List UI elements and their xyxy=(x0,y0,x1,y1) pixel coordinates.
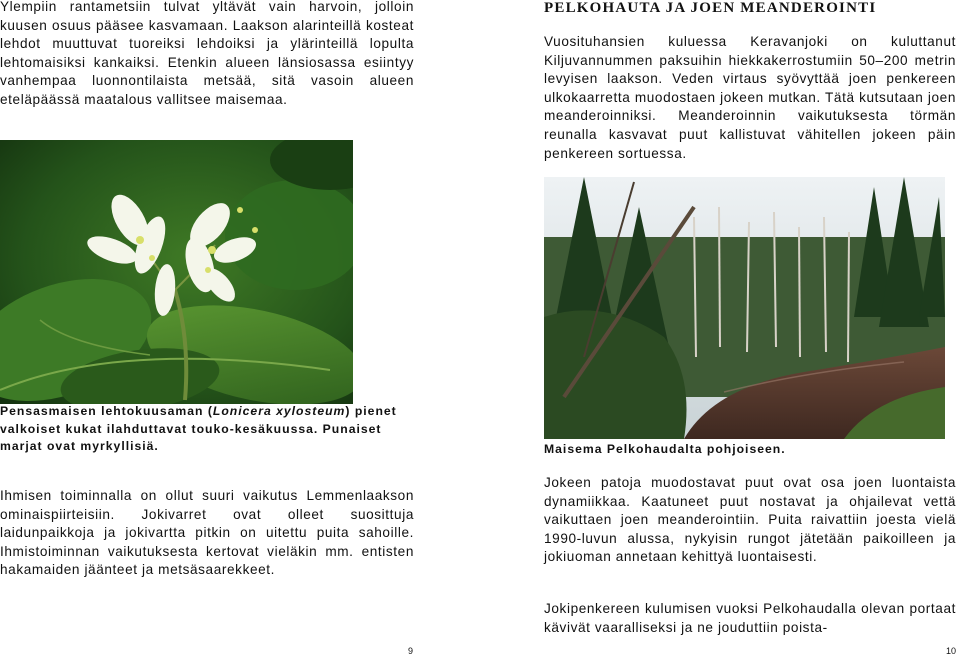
section-heading: PELKOHAUTA JA JOEN MEANDEROINTI xyxy=(544,0,877,16)
left-body-text: Ihmisen toiminnalla on ollut suuri vaikutus Lemmenlaakson ominaispiirteisiin. Jokivarret ovat olleet suosittuja laidunpaikkoja ja jokivartta pitkin on uitettu puita sahoille. Ihmistoiminnan vaikutuksesta kertovat vieläkin mm. entisten hakamaiden jäänteet ja metsäsaarekkeet. xyxy=(0,488,414,578)
honeysuckle-image xyxy=(0,140,353,404)
river-landscape-image xyxy=(544,177,945,439)
left-intro-text: Ylempiin rantametsiin tulvat yltävät vain harvoin, jolloin kuusen osuus pääsee kasvamaan. Laakson alarinteillä kosteat lehdot muuttuvat tuoreiksi lehdoiksi ja ylärinteillä lopulta lehtomaisiksi kankaiksi. Etenkin alueen länsiosassa esiintyy vanhempaa luonnontilaista metsää, sitä vasoin alueen eteläpäässä maatalous vallitsee maisemaa. xyxy=(0,0,414,107)
page-number-right: 10 xyxy=(946,646,957,656)
latin-name: Lonicera xylosteum xyxy=(212,404,346,418)
landscape-caption: Maisema Pelkohaudalta pohjoiseen. xyxy=(544,442,786,456)
river-landscape-photo xyxy=(544,177,945,439)
honeysuckle-photo xyxy=(0,140,353,404)
page-number-left: 9 xyxy=(408,646,414,656)
honeysuckle-caption: Pensasmaisen lehtokuusaman (Lonicera xylosteum) pienet valkoiset kukat ilahduttavat touko-kesäkuussa. Punaiset marjat ovat myrkyllisiä. xyxy=(0,404,397,453)
right-intro-text: Vuosituhansien kuluessa Keravanjoki on kuluttanut Kiljuvannummen paksuihin hiekkakerrostumiin 50–200 metrin levyisen laakson. Veden virtaus syövyttää joen penkereen ulkokaarretta muodostaen jokeen mutkan. Tätä kutsutaan joen meanderoinniksi. Meanderoinnin vaikutuksesta törmän reunalla kasvavat puut kallistuvat vähitellen jokeen päin penkereen sortuessa. xyxy=(544,34,956,161)
right-body-text-1: Jokeen patoja muodostavat puut ovat osa joen luontaista dynamiikkaa. Kaatuneet puut nostavat ja ohjailevat vettä vaikuttaen joen meanderointiin. Puita raivattiin joesta vielä 1990-luvun alussa, nykyisin rungot jätetään paikoilleen ja jokiuoman annetaan kehittyä luontaisesti. xyxy=(544,475,956,565)
right-body-text-2: Jokipenkereen kulumisen vuoksi Pelkohaudalla olevan portaat kävivät vaaralliseksi ja ne jouduttiin poista- xyxy=(544,601,956,635)
